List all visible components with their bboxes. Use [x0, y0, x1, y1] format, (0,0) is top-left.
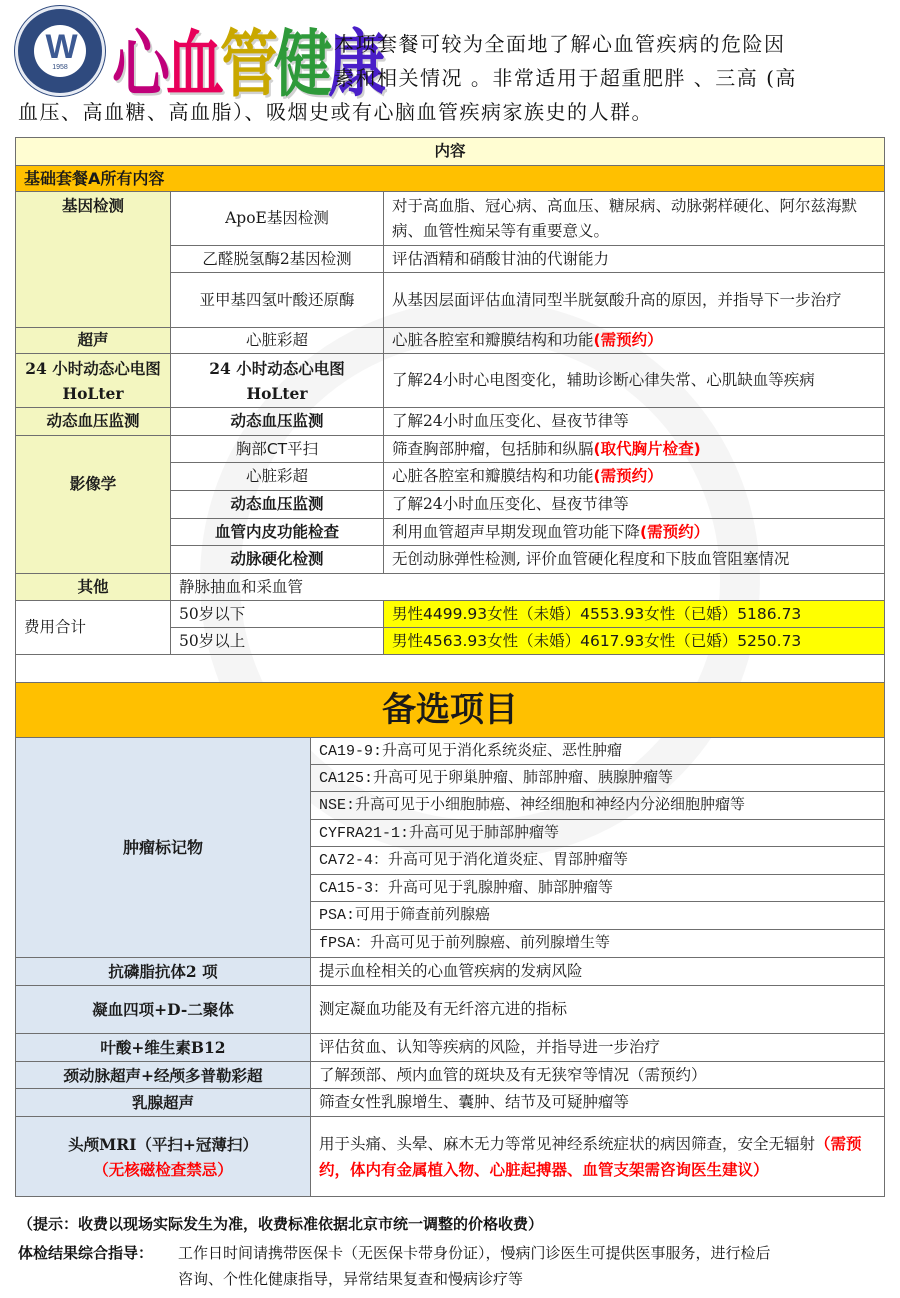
- replace-note: (取代胸片检查): [593, 439, 701, 458]
- category-cell: 24 小时动态心电图HoLter: [16, 354, 171, 408]
- item-name: 胸部CT平扫: [171, 436, 384, 463]
- optional-item-desc: 了解颈部、颅内血管的斑块及有无狭窄等情况（需预约）: [311, 1062, 885, 1089]
- item-name: 乙醛脱氢酶2基因检测: [171, 246, 384, 273]
- price-cell: 男性4563.93女性（未婚）4617.93女性（已婚）5250.73: [384, 628, 885, 655]
- title-char: 健: [274, 21, 329, 107]
- tumor-marker-item: fPSA：升高可见于前列腺癌、前列腺增生等: [311, 930, 885, 958]
- title-char: 管: [220, 21, 275, 107]
- intro-text-line: 素和相关情况 。非常适用于超重肥胖 、三高 (高: [334, 66, 797, 90]
- item-name: 血管内皮功能检查: [171, 519, 384, 546]
- tumor-marker-item: NSE:升高可见于小细胞肺癌、神经细胞和神经内分泌细胞肿瘤等: [311, 792, 885, 820]
- item-desc: 从基因层面评估血清同型半胱氨酸升高的原因，并指导下一步治疗: [384, 273, 885, 328]
- mri-name: 头颅MRI（平扫+冠薄扫）: [68, 1134, 258, 1154]
- item-desc: [384, 328, 885, 354]
- category-cell: 超声: [16, 328, 171, 354]
- mri-item-name: [16, 1117, 311, 1197]
- item-desc: 静脉抽血和采血管: [171, 574, 885, 601]
- category-cell: 肿瘤标记物: [16, 738, 311, 958]
- item-desc: 了解24小时血压变化、昼夜节律等: [384, 408, 885, 436]
- item-name: 亚甲基四氢叶酸还原酶: [171, 273, 384, 328]
- appointment-note: (需预约）: [640, 522, 710, 541]
- optional-item-name: 颈动脉超声+经颅多普勒彩超: [16, 1062, 311, 1089]
- optional-items-table: [15, 682, 885, 1197]
- category-cell: 基因检测: [16, 192, 171, 328]
- guide-text-line: 工作日时间请携带医保卡（无医保卡带身份证），慢病门诊医生可提供医事服务，进行检后: [178, 1244, 771, 1262]
- appointment-note: (需预约）: [593, 467, 663, 485]
- item-desc: 无创动脉弹性检测, 评价血管硬化程度和下肢血管阻塞情况: [384, 546, 885, 574]
- cost-label: 费用合计: [16, 601, 171, 655]
- item-desc-text: 利用血管超声早期发现血管功能下降: [392, 522, 641, 541]
- item-name: 24 小时动态心电图HoLter: [171, 354, 384, 408]
- logo-year: 1958: [52, 64, 68, 71]
- item-desc-text: 心脏各腔室和瓣膜结构和功能: [392, 331, 594, 349]
- guide-text-line: 咨询、个性化健康指导，异常结果复查和慢病诊疗等: [178, 1270, 524, 1288]
- optional-item-desc: 筛查女性乳腺增生、囊肿、结节及可疑肿瘤等: [311, 1089, 885, 1117]
- optional-item-name: 乳腺超声: [16, 1089, 311, 1117]
- guide-label: 体检结果综合指导：: [18, 1244, 154, 1262]
- mri-item-desc: [311, 1117, 885, 1197]
- optional-item-desc: 测定凝血功能及有无纤溶亢进的指标: [311, 986, 885, 1034]
- item-name: ApoE基因检测: [171, 192, 384, 246]
- appointment-note: (需预约）: [593, 331, 663, 349]
- mri-contraindication-note: （无核磁检查禁忌）: [93, 1159, 233, 1179]
- logo-letter: W: [45, 28, 75, 66]
- tumor-marker-item: CA15-3：升高可见于乳腺肿瘤、肺部肿瘤等: [311, 875, 885, 902]
- category-cell: 其他: [16, 574, 171, 601]
- category-cell: 动态血压监测: [16, 408, 171, 436]
- optional-item-desc: 提示血栓相关的心血管疾病的发病风险: [311, 958, 885, 986]
- category-cell: 影像学: [16, 436, 171, 574]
- item-desc: 评估酒精和硝酸甘油的代谢能力: [384, 246, 885, 273]
- item-name: 动态血压监测: [171, 408, 384, 436]
- item-desc: 对于高血脂、冠心病、高血压、糖尿病、动脉粥样硬化、阿尔兹海默病、血管性痴呆等有重要意义。: [384, 192, 885, 246]
- item-desc: [384, 436, 885, 463]
- tumor-marker-item: CA125:升高可见于卵巢肿瘤、肺部肿瘤、胰腺肿瘤等: [311, 765, 885, 792]
- table-header: 内容: [16, 138, 885, 166]
- item-desc-text: 筛查胸部肿瘤，包括肺和纵膈: [392, 439, 594, 458]
- item-name: 动态血压监测: [171, 491, 384, 519]
- tumor-marker-item: CYFRA21-1:升高可见于肺部肿瘤等: [311, 820, 885, 847]
- item-desc: [384, 463, 885, 491]
- intro-text-line: 本项套餐可较为全面地了解心血管疾病的危险因: [334, 32, 786, 56]
- item-desc-text: 用于头痛、头晕、麻木无力等常见神经系统症状的病因筛查，安全无辐射: [319, 1134, 816, 1153]
- base-package-row: 基础套餐A所有内容: [16, 166, 885, 192]
- item-name: 心脏彩超: [171, 328, 384, 354]
- mri-appointment-note: （需预约，体内有金属植入物、心脏起搏器、血管支架需咨询医生建议）: [319, 1133, 862, 1179]
- optional-section-title: 备选项目: [16, 683, 885, 738]
- optional-item-name: 凝血四项+D-二聚体: [16, 986, 311, 1034]
- title-char: 康: [328, 21, 383, 107]
- item-desc-text: 心脏各腔室和瓣膜结构和功能: [392, 467, 594, 485]
- optional-item-name: 抗磷脂抗体2 项: [16, 958, 311, 986]
- optional-item-desc: 评估贫血、认知等疾病的风险，并指导进一步治疗: [311, 1034, 885, 1062]
- item-desc: 了解24小时心电图变化，辅助诊断心律失常、心肌缺血等疾病: [384, 354, 885, 408]
- university-seal-icon: [15, 6, 105, 96]
- item-name: 心脏彩超: [171, 463, 384, 491]
- title-char: 血: [166, 21, 221, 107]
- tumor-marker-item: PSA:可用于筛查前列腺癌: [311, 902, 885, 930]
- tumor-marker-item: CA72-4：升高可见于消化道炎症、胃部肿瘤等: [311, 847, 885, 875]
- fee-tip: （提示：收费以现场实际发生为准，收费标准依据北京市统一调整的价格收费）: [18, 1215, 544, 1233]
- spacer-row: [16, 655, 885, 683]
- package-content-table: [15, 137, 885, 683]
- item-desc: 了解24小时血压变化、昼夜节律等: [384, 491, 885, 519]
- tumor-marker-item: CA19-9:升高可见于消化系统炎症、恶性肿瘤: [311, 738, 885, 765]
- age-group: 50岁以上: [171, 628, 384, 655]
- item-name: 动脉硬化检测: [171, 546, 384, 574]
- age-group: 50岁以下: [171, 601, 384, 628]
- title-char: 心: [112, 21, 167, 107]
- intro-text-line: 血压、高血糖、高血脂）、吸烟史或有心脑血管疾病家族史的人群。: [18, 100, 653, 124]
- price-cell: 男性4499.93女性（未婚）4553.93女性（已婚）5186.73: [384, 601, 885, 628]
- optional-item-name: 叶酸+维生素B12: [16, 1034, 311, 1062]
- item-desc: [384, 519, 885, 546]
